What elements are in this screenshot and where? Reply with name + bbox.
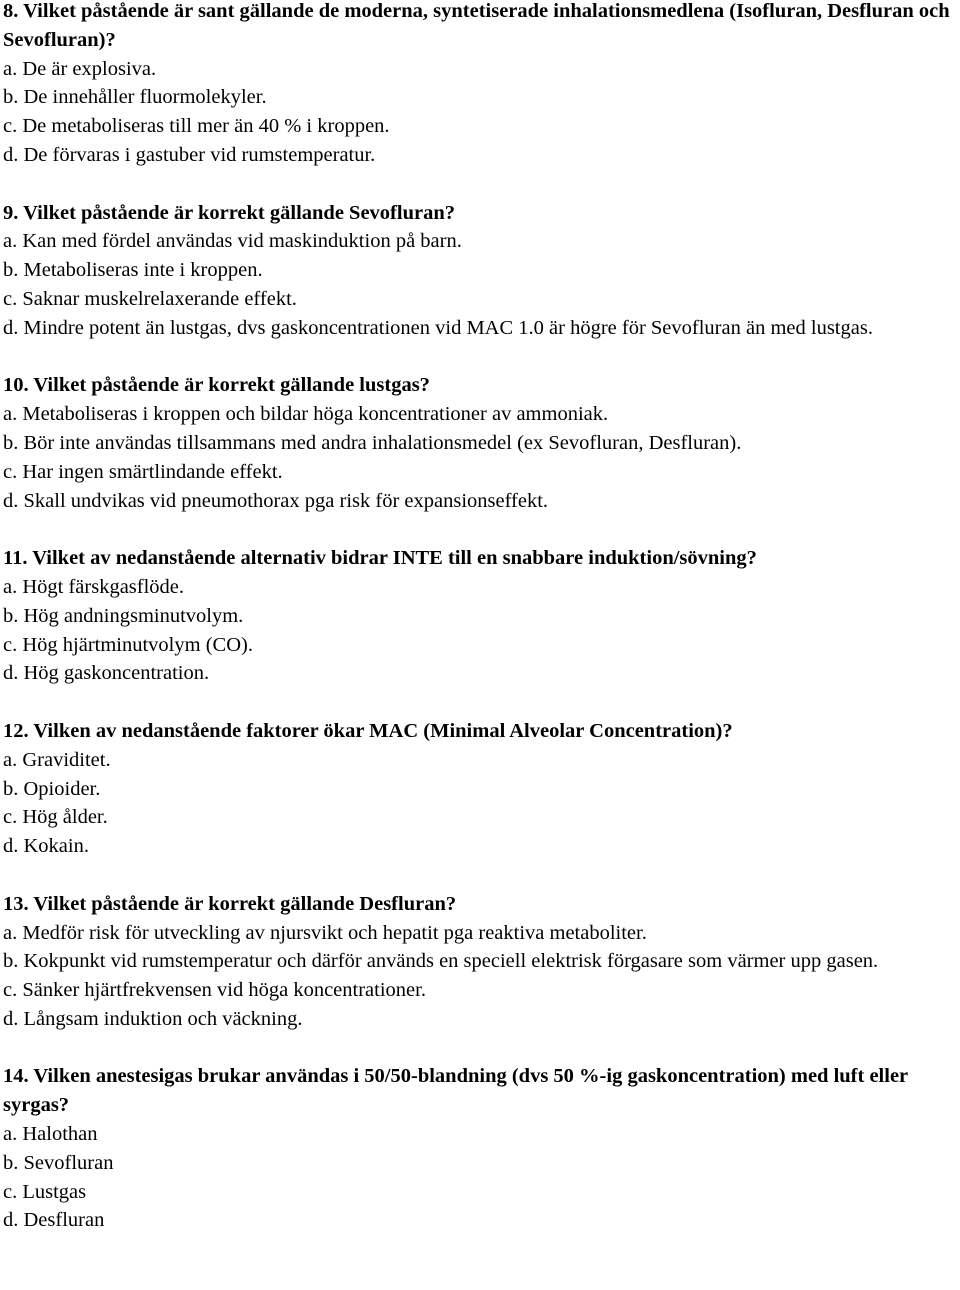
- option-b: b. Hög andningsminutvolym.: [3, 604, 244, 627]
- option-c: c. Hög ålder.: [3, 806, 108, 829]
- option-c: c. Saknar muskelrelaxerande effekt.: [3, 287, 297, 310]
- option-a: a. Högt färskgasflöde.: [3, 575, 185, 598]
- question-10: [3, 371, 955, 515]
- question-title: 12. Vilken av nedanstående faktorer ökar MAC (Minimal Alveolar Concentration)?: [3, 719, 733, 742]
- option-b: b. Metaboliseras inte i kroppen.: [3, 259, 263, 282]
- option-c: c. Hög hjärtminutvolym (CO).: [3, 633, 253, 656]
- question-title: 13. Vilket påstående är korrekt gällande Desfluran?: [3, 892, 457, 915]
- question-11: [3, 544, 955, 688]
- option-c: c. De metaboliseras till mer än 40 % i kroppen.: [3, 115, 390, 138]
- option-a: a. Metaboliseras i kroppen och bildar höga koncentrationer av ammoniak.: [3, 403, 609, 426]
- option-d: d. De förvaras i gastuber vid rumstemperatur.: [3, 143, 376, 166]
- option-a: a. Halothan: [3, 1123, 98, 1146]
- option-d: d. Hög gaskoncentration.: [3, 662, 210, 685]
- question-13: [3, 890, 955, 1034]
- option-d: d. Skall undvikas vid pneumothorax pga risk för expansionseffekt.: [3, 489, 549, 512]
- option-b: b. Bör inte användas tillsammans med andra inhalationsmedel (ex Sevofluran, Desfluran).: [3, 431, 742, 454]
- question-title: 14. Vilken anestesigas brukar användas i 50/50-blandning (dvs 50 %-ig gaskoncentration) med luft eller syrgas?: [3, 1065, 908, 1117]
- option-b: b. Kokpunkt vid rumstemperatur och därför används en speciell elektrisk förgasare som värmer upp gasen.: [3, 950, 879, 973]
- option-d: d. Kokain.: [3, 835, 89, 858]
- question-12: [3, 717, 955, 861]
- option-b: b. Sevofluran: [3, 1151, 114, 1174]
- question-9: [3, 199, 955, 343]
- question-title: 10. Vilket påstående är korrekt gällande lustgas?: [3, 374, 430, 397]
- option-c: c. Lustgas: [3, 1180, 87, 1203]
- option-c: c. Har ingen smärtlindande effekt.: [3, 460, 283, 483]
- option-b: b. De innehåller fluormolekyler.: [3, 86, 267, 109]
- question-title: 11. Vilket av nedanstående alternativ bidrar INTE till en snabbare induktion/sövning?: [3, 547, 757, 570]
- option-a: a. Kan med fördel användas vid maskinduktion på barn.: [3, 230, 462, 253]
- option-b: b. Opioider.: [3, 777, 101, 800]
- option-a: a. Medför risk för utveckling av njursvikt och hepatit pga reaktiva metaboliter.: [3, 921, 647, 944]
- option-a: a. Graviditet.: [3, 748, 111, 771]
- question-14: [3, 1062, 955, 1235]
- question-title: 8. Vilket påstående är sant gällande de moderna, syntetiserade inhalationsmedlena (Isofluran, Desfluran och Sevofluran)?: [3, 0, 950, 51]
- option-a: a. De är explosiva.: [3, 57, 157, 80]
- option-d: d. Mindre potent än lustgas, dvs gaskoncentrationen vid MAC 1.0 är högre för Sevofluran än med lustgas.: [3, 316, 873, 339]
- option-d: d. Långsam induktion och väckning.: [3, 1007, 303, 1030]
- question-title: 9. Vilket påstående är korrekt gällande Sevofluran?: [3, 201, 455, 224]
- document-page: [3, 0, 955, 1264]
- question-8: [3, 0, 955, 170]
- option-c: c. Sänker hjärtfrekvensen vid höga koncentrationer.: [3, 979, 426, 1002]
- option-d: d. Desfluran: [3, 1209, 105, 1232]
